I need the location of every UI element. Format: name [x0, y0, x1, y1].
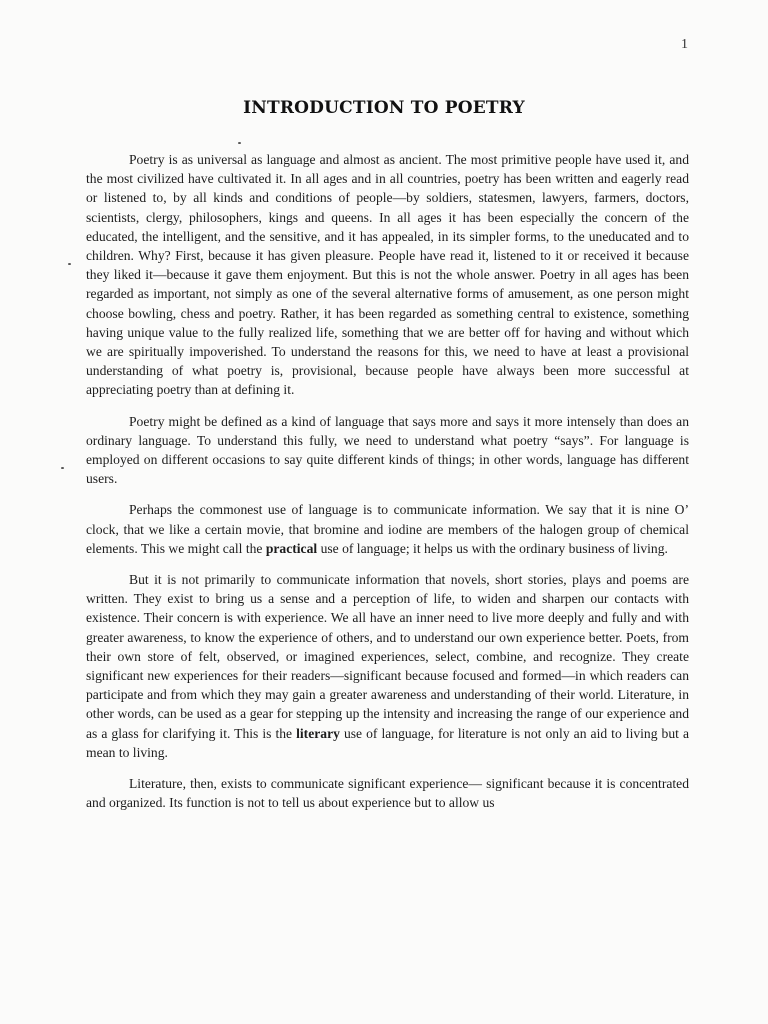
- paragraph-1: Poetry is as universal as language and almost as ancient. The most primitive people have used it, and the most civilized have cultivated it. In all ages and in all countries, poetry has been written and eagerly read or listened to, by all kinds and conditions of people—by soldiers, statesmen, lawyers, farmers, doctors, scientists, clergy, philosophers, kings and queens. In all ages it has been especially the concern of the educated, the intelligent, and the sensitive, and it has appealed, in its simpler forms, to the uneducated and to children. Why? First, because it has given pleasure. People have read it, listened to it or received it because they liked it—because it gave them enjoyment. But this is not the whole answer. Poetry in all ages has been regarded as important, not simply as one of the several alternative forms of amusement, as one person might choose bowling, chess and poetry. Rather, it has been regarded as something central to existence, something having unique value to the fully realized life, something that we are better off for having and without which we are spiritually impoverished. To understand the reasons for this, we need to have at least a provisional understanding of what poetry is, provisional, because people have always been more successful at appreciating poetry than at defining it.: [86, 152, 689, 398]
- paragraph-5: Literature, then, exists to communicate significant experience— significant because it is concentrated and organized. Its function is not to tell us about experience but to allow us: [86, 776, 689, 811]
- paragraph-3: [86, 500, 689, 558]
- literary-term: literary: [296, 725, 340, 741]
- paragraph-3-after: use of language; it helps us with the ordinary business of living.: [317, 540, 668, 556]
- paragraph-4: [86, 570, 689, 762]
- paragraph-2: Poetry might be defined as a kind of language that says more and says it more intensely than does an ordinary language. To understand this fully, we need to understand what poetry “says”. For language is employed on different occasions to say quite different kinds of things; in other words, language has different users.: [86, 413, 689, 487]
- body-text: [86, 150, 689, 825]
- paragraph-4-before: But it is not primarily to communicate information that novels, short stories, plays and poems are written. They exist to bring us a sense and a perception of life, to widen and sharpen our contacts with existence. Their concern is with experience. We all have an inner need to live more deeply and fully and with greater awareness, to know the experience of others, and to understand our own experience better. Poets, from their own store of felt, observed, or imagined experiences, select, combine, and recognize. They create significant new experiences for their readers—significant because focused and formed—in which readers can participate and from which they may gain a greater awareness and understanding of their world. Literature, in other words, can be used as a gear for stepping up the intensity and increasing the range of our experience and as a glass for clarifying it. This is the: [86, 572, 689, 741]
- paragraph-3-before: Perhaps the commonest use of language is to communicate information. We say that it is nine O’ clock, that we like a certain movie, that bromine and iodine are members of the halogen group of chemical elements. This we might call the: [86, 502, 689, 556]
- page-number: 1: [681, 37, 688, 52]
- scan-speck: [238, 142, 241, 144]
- scan-speck: [68, 263, 71, 265]
- scan-speck: [61, 467, 64, 469]
- paragraph-4-after: use of language, for literature is not only an aid to living but a mean to living.: [86, 725, 689, 760]
- practical-term: practical: [265, 540, 318, 556]
- page-title: INTRODUCTION TO POETRY: [243, 98, 525, 118]
